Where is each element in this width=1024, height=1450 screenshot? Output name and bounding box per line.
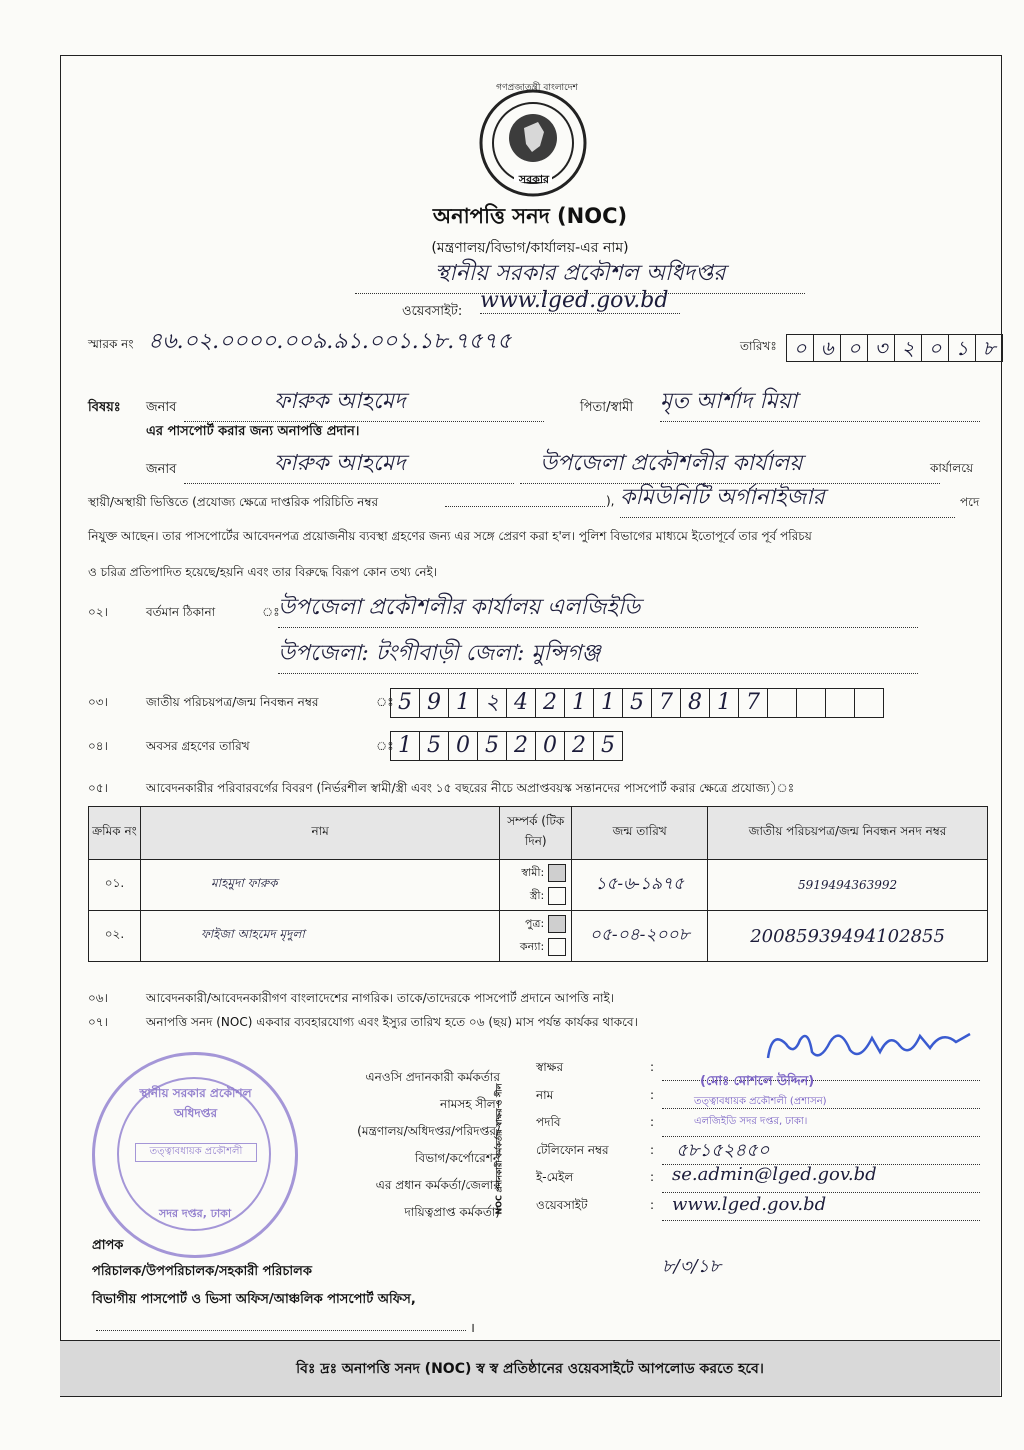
retirement-digit-box: 5 bbox=[593, 731, 623, 761]
field-website-label: ওয়েবসাইট bbox=[536, 1197, 588, 1212]
retirement-digit-box: 0 bbox=[535, 731, 565, 761]
nid-digit-box: 5 bbox=[622, 688, 652, 718]
item-02-colon: ঃ bbox=[262, 605, 280, 619]
basis-dots bbox=[445, 506, 605, 507]
rel-son-label: পুত্র: bbox=[524, 917, 545, 930]
field-designation-label: পদবি bbox=[536, 1115, 561, 1129]
rel-husband-label: স্বামী: bbox=[521, 866, 545, 879]
retirement-date-boxes bbox=[390, 731, 622, 761]
row-relation bbox=[500, 860, 572, 911]
retirement-digit-box: 2 bbox=[506, 731, 536, 761]
signatory-line: দায়িত্বপ্রাপ্ত কর্মকর্তা) bbox=[404, 1205, 500, 1219]
basis-close: ), bbox=[606, 494, 615, 508]
website-field-value: www.lged.gov.bd bbox=[672, 1194, 827, 1215]
subject-mr-label: জনাব bbox=[146, 400, 177, 415]
note-07-text: অনাপত্তি সনদ (NOC) একবার ব্যবহারযোগ্য এবং ইস্যুর তারিখ হতে ০৬ (ছয়) মাস পর্যন্ত কার্যকর থাকবে। bbox=[146, 1015, 638, 1029]
date-boxes bbox=[786, 334, 1002, 362]
col-nid: জাতীয় পরিচয়পত্র/জন্ম নিবন্ধন সনদ নম্বর bbox=[708, 807, 988, 860]
date-digit-box: ০ bbox=[921, 334, 949, 362]
retirement-digit-box: 2 bbox=[564, 731, 594, 761]
row-name: মাহমুদা ফারুক bbox=[140, 860, 499, 911]
date-digit-box: ০ bbox=[840, 334, 868, 362]
nid-boxes bbox=[390, 688, 883, 718]
note-06-text: আবেদনকারী/আবেদনকারীগণ বাংলাদেশের নাগরিক। তাকে/তাদেরকে পাসপোর্ট প্রদানে আপত্তি নাই। bbox=[146, 991, 615, 1005]
item-03-number: ০৩। bbox=[88, 695, 108, 709]
address-line1: উপজেলা প্রকৌশলীর কার্যালয় এলজিইডি bbox=[278, 590, 918, 628]
address-line2: উপজেলা: টংগীবাড়ী জেলা: মুন্সিগঞ্জ bbox=[278, 636, 918, 674]
date-label: তারিখঃ bbox=[740, 339, 777, 353]
website-label: ওয়েবসাইট: bbox=[402, 304, 463, 319]
rel-daughter-checkbox[interactable] bbox=[548, 938, 566, 956]
item-03-label: জাতীয় পরিচয়পত্র/জন্ম নিবন্ধন নম্বর bbox=[146, 695, 319, 709]
date-digit-box: ০ bbox=[786, 334, 814, 362]
retirement-digit-box: 0 bbox=[448, 731, 478, 761]
row-nid: 5919494363992 bbox=[708, 860, 988, 911]
nid-digit-box: 1 bbox=[593, 688, 623, 718]
nid-digit-box: 1 bbox=[564, 688, 594, 718]
signatory-fields bbox=[536, 1054, 609, 1219]
row-dob: ০৫-০৪-২০০৮ bbox=[572, 911, 708, 962]
website-value: www.lged.gov.bd bbox=[480, 288, 680, 314]
para-line2: ও চরিত্র প্রতিপাদিত হয়েছে/হয়নি এবং তার বিরুদ্ধে বিরূপ কোন তথ্য নেই। bbox=[88, 565, 438, 579]
item-02-label: বর্তমান ঠিকানা bbox=[146, 605, 216, 619]
vertical-note: NOC প্রদানকারী কর্মকর্তার স্বাক্ষর ও সীল bbox=[494, 1083, 504, 1215]
memo-label: স্মারক নং bbox=[88, 337, 134, 351]
phone-value: ৫৮১৫২৪৫০ bbox=[676, 1140, 770, 1161]
item-04-colon: ঃ bbox=[376, 739, 394, 753]
nid-digit-box: 9 bbox=[419, 688, 449, 718]
row-name: ফাইজা আহমেদ মৃদুলা bbox=[140, 911, 499, 962]
stamp-office: এলজিইডি সদর দপ্তর, ঢাকা। bbox=[694, 1116, 808, 1127]
item-05-number: ০৫। bbox=[88, 781, 108, 795]
email-value: se.admin@lged.gov.bd bbox=[672, 1164, 877, 1185]
field-phone-label: টেলিফোন নম্বর bbox=[536, 1142, 609, 1157]
recipient-label: প্রাপক bbox=[92, 1238, 124, 1253]
field-name-label: নাম bbox=[536, 1087, 554, 1102]
rel-daughter-label: কন্যা: bbox=[519, 940, 545, 953]
row-serial: ০১. bbox=[89, 860, 141, 911]
family-table-header bbox=[89, 807, 988, 860]
item-02-number: ০২। bbox=[88, 605, 108, 619]
nid-digit-box: 2 bbox=[535, 688, 565, 718]
retirement-digit-box: 5 bbox=[419, 731, 449, 761]
item-05-label: আবেদনকারীর পরিবারবর্গের বিবরণ (নির্ভরশীল স্বামী/স্ত্রী এবং ১৫ বছরের নীচে অপ্রাপ্তবয়স্ক সন্তানদের পাসপোর্ট করার ক্ষেত্রে প্রযোজ্য)ঃ bbox=[146, 781, 795, 795]
col-relation: সম্পর্ক (টিক দিন) bbox=[500, 807, 572, 860]
father-label: পিতা/স্বামী bbox=[580, 400, 634, 415]
field-email-label: ই-মেইল bbox=[536, 1170, 574, 1184]
nid-digit-box: 8 bbox=[680, 688, 710, 718]
seal-ring-text: স্থানীয় সরকার প্রকৌশল অধিদপ্তর bbox=[139, 1086, 252, 1120]
row-relation bbox=[500, 911, 572, 962]
recipient-line1: পরিচালক/উপপরিচালক/সহকারী পরিচালক bbox=[92, 1264, 312, 1279]
body-name: ফারুক আহমেদ bbox=[184, 446, 514, 484]
recipient-line3-end: । bbox=[470, 1321, 475, 1336]
subject-line2: এর পাসপোর্ট করার জন্য অনাপত্তি প্রদান। bbox=[146, 424, 360, 439]
date-digit-box: ২ bbox=[894, 334, 922, 362]
stamp-name: (মোঃ মোশলে উদ্দিন) bbox=[700, 1074, 815, 1089]
row-serial: ০২. bbox=[89, 911, 141, 962]
nid-digit-box: 1 bbox=[709, 688, 739, 718]
nid-digit-box bbox=[796, 688, 826, 718]
nid-digit-box bbox=[767, 688, 797, 718]
signatory-line: (মন্ত্রণালয়/অধিদপ্তর/পরিদপ্তর/ bbox=[357, 1124, 500, 1138]
table-row bbox=[89, 860, 988, 911]
note-06-number: ০৬। bbox=[88, 991, 108, 1005]
col-name: নাম bbox=[140, 807, 499, 860]
signatory-line: এনওসি প্রদানকারী কর্মকর্তার bbox=[365, 1070, 500, 1084]
date-digit-box: ১ bbox=[948, 334, 976, 362]
memo-number: ৪৬.০২.০০০০.০০৯.৯১.০০১.১৮.৭৫৭৫ bbox=[148, 329, 512, 354]
emblem-top-text: গণপ্রজাতন্ত্রী বাংলাদেশ bbox=[496, 83, 578, 93]
item-03-colon: ঃ bbox=[376, 695, 394, 709]
rel-wife-checkbox[interactable] bbox=[548, 887, 566, 905]
col-serial: ক্রমিক নং bbox=[89, 807, 141, 860]
body-mr-label: জনাব bbox=[146, 462, 177, 477]
nid-digit-box bbox=[854, 688, 884, 718]
nid-digit-box bbox=[825, 688, 855, 718]
signatory-line: নামসহ সীল। bbox=[440, 1097, 500, 1111]
page-title: অনাপত্তি সনদ (NOC) bbox=[432, 204, 628, 228]
emblem-bottom-text: সরকার bbox=[518, 173, 550, 186]
recipient-dotline bbox=[96, 1330, 466, 1331]
signatory-colons: : : : : : : bbox=[650, 1060, 655, 1212]
retirement-digit-box: 1 bbox=[390, 731, 420, 761]
nid-digit-box: 5 bbox=[390, 688, 420, 718]
note-07-number: ০৭। bbox=[88, 1015, 108, 1029]
seal-center-text: তত্ত্বাবধায়ক প্রকৌশলী bbox=[135, 1143, 257, 1162]
col-dob: জন্ম তারিখ bbox=[572, 807, 708, 860]
office-name: স্থানীয় সরকার প্রকৌশল অধিদপ্তর bbox=[355, 256, 805, 294]
signatory-description bbox=[300, 1064, 500, 1226]
designation-suffix: পদে bbox=[960, 495, 980, 509]
para-line1: নিযুক্ত আছেন। তার পাসপোর্টের আবেদনপত্র প্রয়োজনীয় ব্যবস্থা গ্রহণের জন্য এর সঙ্গে প্রেরণ করা হ'ল। পুলিশ বিভাগের মাধ্যমে ইতোপূর্বে তার পূর্ব পরিচয় bbox=[88, 529, 812, 543]
nid-digit-box: 7 bbox=[738, 688, 768, 718]
father-name: মৃত আর্শাদ মিয়া bbox=[660, 384, 980, 422]
family-table bbox=[88, 806, 988, 962]
signature bbox=[760, 1022, 980, 1076]
table-row bbox=[89, 911, 988, 962]
row-nid: 20085939494102855 bbox=[708, 911, 988, 962]
date-digit-box: ৬ bbox=[813, 334, 841, 362]
designation: কমিউনিটি অর্গানাইজার bbox=[620, 480, 955, 518]
recipient-line2: বিভাগীয় পাসপোর্ট ও ভিসা অফিস/আঞ্চলিক পাসপোর্ট অফিস, bbox=[92, 1292, 416, 1307]
initials-note: ৮/৩/১৮ bbox=[662, 1256, 721, 1277]
footer-note: বিঃ দ্রঃ অনাপত্তি সনদ (NOC) স্ব স্ব প্রতিষ্ঠানের ওয়েবসাইটে আপলোড করতে হবে। bbox=[60, 1340, 1000, 1396]
ministry-subtitle: (মন্ত্রণালয়/বিভাগ/কার্যালয়-এর নাম) bbox=[431, 240, 629, 256]
office-seal bbox=[92, 1052, 298, 1258]
date-digit-box: ৮ bbox=[975, 334, 1003, 362]
field-signature-label: স্বাক্ষর bbox=[536, 1060, 564, 1074]
rel-husband-checkbox[interactable] bbox=[548, 864, 566, 882]
body-office: উপজেলা প্রকৌশলীর কার্যালয় bbox=[520, 446, 940, 484]
seal-bottom-text: সদর দপ্তর, ঢাকা bbox=[158, 1207, 232, 1220]
signatory-line: এর প্রধান কর্মকর্তা/জেলার bbox=[375, 1178, 500, 1192]
subject-name: ফারুক আহমেদ bbox=[184, 384, 544, 422]
row-dob: ১৫-৬-১৯৭৫ bbox=[572, 860, 708, 911]
subject-label: বিষয়ঃ bbox=[88, 400, 121, 415]
rel-wife-label: স্ত্রী: bbox=[529, 889, 545, 902]
stamp-designation: তত্ত্বাবধায়ক প্রকৌশলী (প্রশাসন) bbox=[694, 1096, 827, 1107]
nid-digit-box: 1 bbox=[448, 688, 478, 718]
retirement-digit-box: 5 bbox=[477, 731, 507, 761]
nid-digit-box: 4 bbox=[506, 688, 536, 718]
item-04-label: অবসর গ্রহণের তারিখ bbox=[146, 739, 250, 753]
item-04-number: ০৪। bbox=[88, 739, 108, 753]
nid-digit-box: 7 bbox=[651, 688, 681, 718]
signatory-line: বিভাগ/কর্পোরেশন bbox=[415, 1151, 500, 1165]
rel-son-checkbox[interactable] bbox=[548, 915, 566, 933]
basis-text: স্থায়ী/অস্থায়ী ভিত্তিতে (প্রযোজ্য ক্ষেত্রে দাপ্তরিক পরিচিতি নম্বর bbox=[88, 495, 379, 509]
nid-digit-box: ২ bbox=[477, 688, 507, 718]
date-digit-box: ৩ bbox=[867, 334, 895, 362]
body-office-suffix: কার্যালয়ে bbox=[930, 461, 974, 475]
